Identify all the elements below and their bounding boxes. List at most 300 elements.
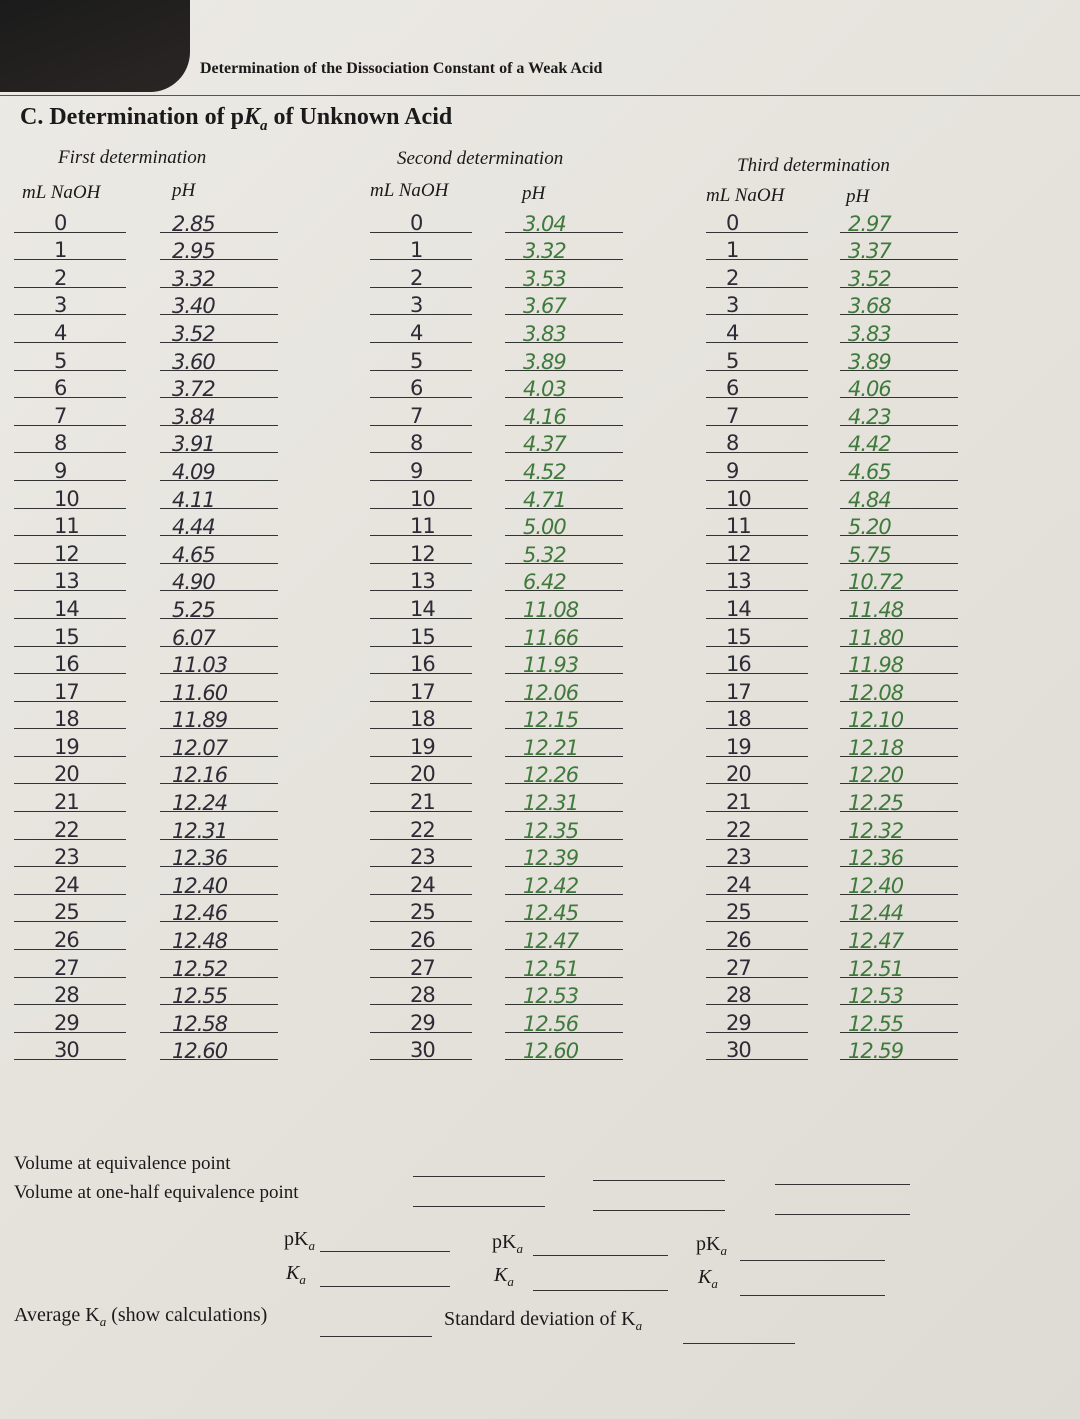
ml-naoh-value: 10	[54, 486, 79, 511]
ph-row[interactable]	[160, 950, 278, 981]
ml-row[interactable]	[706, 453, 808, 481]
ml-naoh-value: 14	[726, 596, 751, 621]
ml-row[interactable]	[14, 812, 126, 840]
ml-row[interactable]	[370, 481, 472, 509]
ml-row[interactable]	[370, 343, 472, 371]
ml-naoh-value: 21	[54, 790, 79, 815]
ml-row[interactable]	[706, 1033, 808, 1061]
ph-value: 12.44	[848, 901, 904, 926]
ml-row[interactable]	[370, 426, 472, 454]
equiv-blank-2[interactable]	[593, 1180, 725, 1181]
ml-row[interactable]	[370, 453, 472, 481]
ml-row[interactable]	[14, 591, 126, 619]
ph-row[interactable]	[160, 536, 278, 567]
ml-row[interactable]	[370, 950, 472, 978]
ml-row[interactable]	[706, 674, 808, 702]
ph-row[interactable]	[840, 233, 958, 264]
ml-row[interactable]	[706, 343, 808, 371]
ml-row[interactable]	[706, 371, 808, 399]
ml-row[interactable]	[14, 784, 126, 815]
ph-value: 11.89	[172, 708, 228, 733]
ph-row[interactable]	[505, 260, 623, 291]
ml-row[interactable]	[706, 702, 808, 730]
ph-row[interactable]	[160, 674, 278, 705]
ph-row[interactable]	[505, 895, 623, 926]
ph-value: 12.52	[172, 956, 228, 981]
equiv-blank-1[interactable]	[413, 1176, 545, 1177]
average-ka-blank[interactable]	[320, 1336, 432, 1337]
half-equiv-blank-1[interactable]	[413, 1206, 545, 1207]
ph-row[interactable]	[505, 233, 623, 264]
ml-row[interactable]	[14, 702, 126, 730]
ph-row[interactable]	[160, 757, 278, 788]
ml-row[interactable]	[14, 481, 126, 509]
ph-row[interactable]	[840, 978, 958, 1009]
ml-row[interactable]	[706, 509, 808, 537]
ph-row[interactable]	[160, 591, 278, 622]
ph-row[interactable]	[505, 509, 623, 540]
ml-naoh-value: 15	[726, 624, 751, 649]
ph-value: 12.24	[172, 791, 228, 816]
ml-row[interactable]	[370, 895, 472, 923]
ph-row[interactable]	[840, 343, 958, 374]
ml-row[interactable]	[370, 315, 472, 343]
ph-row[interactable]	[840, 840, 958, 871]
ph-value: 12.36	[848, 846, 904, 871]
ml-naoh-value: 25	[726, 900, 751, 925]
ph-row[interactable]	[840, 950, 958, 981]
ml-row[interactable]	[370, 922, 472, 953]
ph-value: 3.32	[523, 239, 566, 264]
ml-row[interactable]	[14, 729, 126, 757]
ml-row[interactable]	[706, 895, 808, 923]
ph-row[interactable]	[160, 729, 278, 760]
ml-row[interactable]	[706, 922, 808, 953]
ml-row[interactable]	[706, 564, 808, 592]
ml-row[interactable]	[706, 840, 808, 868]
ph-row[interactable]	[160, 509, 278, 540]
ph-row[interactable]	[505, 729, 623, 760]
ph-row[interactable]	[160, 371, 278, 402]
ph-value: 12.07	[172, 735, 228, 760]
ph-row[interactable]	[160, 426, 278, 457]
ph-row[interactable]	[840, 591, 958, 622]
ml-row[interactable]	[370, 784, 472, 815]
ph-row[interactable]	[505, 922, 623, 954]
ml-row[interactable]	[370, 233, 472, 261]
ph-row[interactable]	[505, 867, 623, 898]
ph-row[interactable]	[160, 564, 278, 595]
ph-row[interactable]	[840, 536, 958, 567]
ml-row[interactable]	[706, 288, 808, 316]
ml-row[interactable]	[370, 812, 472, 840]
ml-naoh-value: 19	[410, 734, 435, 759]
ph-row[interactable]	[505, 371, 623, 402]
ph-row[interactable]	[505, 315, 623, 346]
ph-value: 12.45	[523, 901, 579, 926]
ka-blank-2[interactable]	[533, 1290, 668, 1291]
ph-value: 4.44	[172, 515, 215, 540]
ph-row[interactable]	[160, 812, 278, 843]
ml-row[interactable]	[14, 536, 126, 564]
ml-row[interactable]	[370, 867, 472, 895]
ml-naoh-value: 3	[726, 293, 739, 318]
ml-row[interactable]	[14, 315, 126, 343]
col-header-ml-1: mL NaOH	[22, 182, 101, 203]
ml-row[interactable]	[14, 453, 126, 481]
ph-value: 12.47	[848, 929, 904, 954]
ml-row[interactable]	[14, 895, 126, 923]
ml-row[interactable]	[706, 729, 808, 757]
ph-row[interactable]	[505, 205, 623, 236]
ph-row[interactable]	[160, 895, 278, 926]
ml-naoh-value: 25	[54, 900, 79, 925]
ml-row[interactable]	[706, 398, 808, 426]
ml-row[interactable]	[706, 426, 808, 454]
ml-row[interactable]	[14, 564, 126, 592]
ph-row[interactable]	[840, 288, 958, 319]
pka-label-1: $pK_a$	[284, 1228, 315, 1253]
ph-row[interactable]	[505, 757, 623, 788]
ph-row[interactable]	[160, 481, 278, 512]
pka-label-3: $pK_a$	[696, 1233, 727, 1258]
ml-naoh-value: 24	[54, 872, 79, 897]
ml-row[interactable]	[370, 509, 472, 537]
ph-row[interactable]	[160, 922, 278, 954]
ph-value: 4.84	[848, 487, 891, 512]
ph-row[interactable]	[840, 619, 958, 650]
ml-row[interactable]	[370, 647, 472, 675]
ml-naoh-value: 23	[726, 845, 751, 870]
ml-row[interactable]	[706, 1005, 808, 1033]
ml-row[interactable]	[370, 1005, 472, 1033]
ph-row[interactable]	[505, 426, 623, 457]
ph-row[interactable]	[505, 1033, 623, 1064]
ml-naoh-value: 6	[410, 376, 423, 401]
ml-naoh-value: 17	[726, 679, 751, 704]
ml-naoh-value: 18	[54, 707, 79, 732]
ph-value: 3.89	[523, 349, 566, 374]
ml-row[interactable]	[706, 233, 808, 261]
dark-corner	[0, 0, 190, 92]
ml-naoh-value: 7	[726, 403, 739, 428]
ph-row[interactable]	[840, 674, 958, 705]
ph-row[interactable]	[505, 591, 623, 622]
ml-row[interactable]	[14, 1033, 126, 1061]
ml-naoh-value: 11	[726, 514, 751, 539]
row-underline	[706, 1059, 808, 1060]
ph-value: 12.39	[523, 846, 579, 871]
ml-row[interactable]	[14, 343, 126, 371]
ph-row[interactable]	[840, 647, 958, 678]
ph-value: 3.89	[848, 349, 891, 374]
ph-row[interactable]	[505, 343, 623, 374]
ml-row[interactable]	[370, 729, 472, 757]
ph-value: 4.42	[848, 432, 891, 457]
ml-naoh-value: 3	[410, 293, 423, 318]
ph-value: 12.48	[172, 929, 228, 954]
ph-value: 12.53	[523, 984, 579, 1009]
ml-naoh-value: 7	[54, 403, 67, 428]
ph-row[interactable]	[840, 260, 958, 291]
ph-row[interactable]	[840, 784, 958, 816]
ph-value: 4.65	[172, 542, 215, 567]
ph-row[interactable]	[160, 233, 278, 264]
ph-row[interactable]	[840, 702, 958, 733]
ph-value: 12.51	[848, 956, 904, 981]
ml-row[interactable]	[370, 288, 472, 316]
ph-value: 12.06	[523, 680, 579, 705]
ph-value: 12.31	[523, 791, 579, 816]
ml-row[interactable]	[14, 205, 126, 233]
ml-naoh-value: 18	[726, 707, 751, 732]
ph-row[interactable]	[840, 426, 958, 457]
ph-row[interactable]	[840, 453, 958, 484]
ml-naoh-value: 11	[410, 514, 435, 539]
ml-row[interactable]	[706, 536, 808, 564]
ph-row[interactable]	[505, 702, 623, 733]
ml-column-1	[14, 205, 126, 1063]
ml-row[interactable]	[14, 398, 126, 426]
col-header-ph-2: pH	[522, 183, 546, 204]
section-title: C. Determination of $pK_a$ of Unknown Acid	[20, 104, 453, 134]
ph-row[interactable]	[840, 315, 958, 346]
ml-naoh-value: 15	[410, 624, 435, 649]
ph-row[interactable]	[840, 398, 958, 429]
ph-row[interactable]	[840, 922, 958, 954]
ml-row[interactable]	[14, 950, 126, 978]
ka-blank-3[interactable]	[740, 1295, 885, 1296]
ml-row[interactable]	[14, 619, 126, 647]
ph-row[interactable]	[840, 371, 958, 402]
ph-row[interactable]	[840, 867, 958, 898]
ml-row[interactable]	[706, 950, 808, 978]
ml-naoh-value: 4	[410, 320, 423, 345]
ph-value: 11.80	[848, 625, 904, 650]
ph-value: 4.65	[848, 459, 891, 484]
ph-value: 4.90	[172, 570, 215, 595]
ml-row[interactable]	[370, 591, 472, 619]
page-header: Determination of the Dissociation Constant of a Weak Acid	[200, 60, 603, 77]
ph-row[interactable]	[505, 784, 623, 816]
ml-row[interactable]	[706, 784, 808, 815]
ml-row[interactable]	[370, 398, 472, 426]
ph-row[interactable]	[160, 1033, 278, 1064]
ph-row[interactable]	[840, 509, 958, 540]
ph-row[interactable]	[840, 757, 958, 788]
ml-naoh-value: 9	[726, 458, 739, 483]
ph-row[interactable]	[160, 619, 278, 650]
ph-value: 3.04	[523, 211, 566, 236]
ph-value: 12.32	[848, 818, 904, 843]
ph-row[interactable]	[160, 784, 278, 816]
ph-row[interactable]	[505, 950, 623, 981]
ml-naoh-value: 23	[54, 845, 79, 870]
ml-naoh-value: 27	[54, 955, 79, 980]
ph-value: 12.53	[848, 984, 904, 1009]
ph-value: 5.25	[172, 597, 215, 622]
ml-row[interactable]	[370, 978, 472, 1006]
ph-value: 3.52	[172, 321, 215, 346]
ml-row[interactable]	[370, 702, 472, 730]
ph-row[interactable]	[505, 398, 623, 429]
half-equiv-blank-2[interactable]	[593, 1210, 725, 1211]
ml-naoh-value: 13	[410, 569, 435, 594]
ka-blank-1[interactable]	[320, 1286, 450, 1287]
ml-row[interactable]	[14, 509, 126, 537]
ph-row[interactable]	[505, 812, 623, 843]
ml-row[interactable]	[370, 619, 472, 647]
ph-value: 12.40	[172, 873, 228, 898]
ph-value: 4.09	[172, 459, 215, 484]
ml-row[interactable]	[370, 840, 472, 868]
ph-row[interactable]	[840, 1033, 958, 1064]
ml-naoh-value: 19	[54, 734, 79, 759]
ml-naoh-value: 20	[726, 762, 751, 787]
ml-row[interactable]	[706, 647, 808, 675]
ml-row[interactable]	[14, 978, 126, 1006]
ml-row[interactable]	[706, 812, 808, 840]
ph-row[interactable]	[840, 205, 958, 236]
ml-naoh-value: 10	[726, 486, 751, 511]
ph-value: 12.46	[172, 901, 228, 926]
ml-naoh-value: 18	[410, 707, 435, 732]
ml-naoh-value: 20	[410, 762, 435, 787]
ph-row[interactable]	[505, 840, 623, 871]
ph-row[interactable]	[840, 481, 958, 512]
ml-row[interactable]	[706, 205, 808, 233]
ph-value: 5.20	[848, 515, 891, 540]
ml-row[interactable]	[14, 840, 126, 868]
ph-row[interactable]	[505, 1005, 623, 1036]
ml-row[interactable]	[14, 867, 126, 895]
ph-row[interactable]	[840, 895, 958, 926]
ml-naoh-value: 21	[726, 790, 751, 815]
ml-naoh-value: 26	[54, 928, 79, 953]
ml-row[interactable]	[706, 591, 808, 619]
ph-row[interactable]	[160, 1005, 278, 1036]
ph-value: 3.83	[848, 321, 891, 346]
ph-value: 5.32	[523, 542, 566, 567]
ph-row[interactable]	[505, 619, 623, 650]
ml-naoh-value: 2	[726, 265, 739, 290]
ml-row[interactable]	[370, 1033, 472, 1061]
ml-row[interactable]	[14, 288, 126, 316]
ph-row[interactable]	[160, 978, 278, 1009]
ph-row[interactable]	[840, 564, 958, 595]
ml-naoh-value: 28	[54, 983, 79, 1008]
ml-row[interactable]	[370, 371, 472, 399]
ml-row[interactable]	[370, 674, 472, 702]
ml-row[interactable]	[706, 757, 808, 785]
ml-row[interactable]	[370, 564, 472, 592]
ph-row[interactable]	[160, 205, 278, 236]
ph-row[interactable]	[160, 840, 278, 871]
ph-row[interactable]	[505, 674, 623, 705]
ph-value: 3.60	[172, 349, 215, 374]
ml-naoh-value: 20	[54, 762, 79, 787]
ml-naoh-value: 6	[54, 376, 67, 401]
ph-row[interactable]	[505, 536, 623, 567]
ph-row[interactable]	[160, 315, 278, 346]
ml-row[interactable]	[370, 757, 472, 785]
ml-row[interactable]	[14, 426, 126, 454]
ml-row[interactable]	[706, 481, 808, 509]
ml-row[interactable]	[370, 536, 472, 564]
ph-value: 12.36	[172, 846, 228, 871]
ph-value: 12.55	[848, 1011, 904, 1036]
ph-row[interactable]	[505, 978, 623, 1009]
ml-row[interactable]	[14, 674, 126, 702]
ml-naoh-value: 24	[410, 872, 435, 897]
ml-row[interactable]	[370, 260, 472, 288]
ph-row[interactable]	[160, 343, 278, 374]
ml-naoh-value: 29	[54, 1010, 79, 1035]
ml-row[interactable]	[706, 978, 808, 1006]
ph-value: 4.16	[523, 404, 566, 429]
ph-row[interactable]	[160, 867, 278, 898]
ph-row[interactable]	[840, 1005, 958, 1036]
pka-blank-1[interactable]	[320, 1251, 450, 1252]
ml-naoh-value: 28	[726, 983, 751, 1008]
ph-row[interactable]	[505, 481, 623, 512]
stdev-ka-blank[interactable]	[683, 1343, 795, 1344]
ph-value: 12.21	[523, 735, 579, 760]
ph-row[interactable]	[160, 398, 278, 429]
ph-row[interactable]	[160, 702, 278, 733]
ml-naoh-value: 12	[410, 541, 435, 566]
ml-row[interactable]	[14, 647, 126, 675]
ph-value: 12.10	[848, 708, 904, 733]
ml-row[interactable]	[14, 260, 126, 288]
ph-row[interactable]	[505, 647, 623, 678]
ka-label-1: $K_a$	[286, 1262, 306, 1287]
ml-row[interactable]	[14, 233, 126, 261]
ml-row[interactable]	[14, 1005, 126, 1033]
ph-row[interactable]	[160, 288, 278, 319]
ml-row[interactable]	[706, 315, 808, 343]
ph-value: 3.72	[172, 377, 215, 402]
ml-naoh-value: 1	[726, 238, 739, 263]
ml-row[interactable]	[14, 371, 126, 399]
ml-column-2	[370, 205, 472, 1063]
ml-row[interactable]	[706, 260, 808, 288]
ml-naoh-value: 16	[726, 652, 751, 677]
ph-row[interactable]	[840, 729, 958, 760]
ph-row[interactable]	[505, 453, 623, 484]
ml-row[interactable]	[706, 619, 808, 647]
ph-row[interactable]	[840, 812, 958, 843]
ph-value: 3.84	[172, 404, 215, 429]
ml-naoh-value: 12	[726, 541, 751, 566]
pka-blank-3[interactable]	[740, 1260, 885, 1261]
pka-blank-2[interactable]	[533, 1255, 668, 1256]
ph-row[interactable]	[160, 453, 278, 484]
ml-row[interactable]	[14, 922, 126, 953]
ph-row[interactable]	[505, 288, 623, 319]
ml-naoh-value: 4	[54, 320, 67, 345]
ph-row[interactable]	[160, 647, 278, 678]
ka-label-3: $K_a$	[698, 1266, 718, 1291]
ph-row[interactable]	[160, 260, 278, 291]
ml-naoh-value: 0	[410, 210, 423, 235]
half-equiv-blank-3[interactable]	[775, 1214, 910, 1215]
ml-row[interactable]	[14, 757, 126, 785]
ml-row[interactable]	[370, 205, 472, 233]
ml-row[interactable]	[706, 867, 808, 895]
ph-row[interactable]	[505, 564, 623, 595]
equiv-blank-3[interactable]	[775, 1184, 910, 1185]
